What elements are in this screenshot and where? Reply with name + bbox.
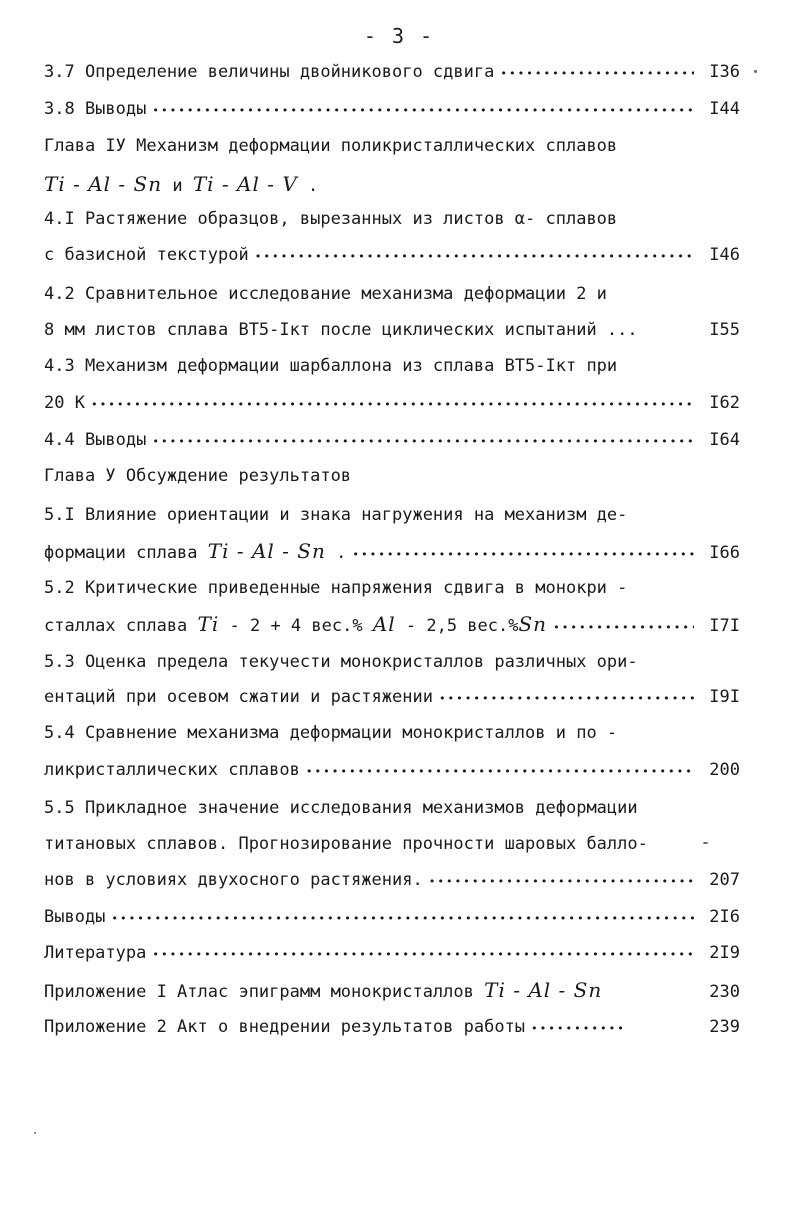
toc-entry-5-1 — [44, 502, 740, 528]
toc-entry-appendix-2 — [44, 1014, 740, 1040]
toc-entry-text-part: сталлах сплава — [44, 616, 198, 636]
toc-entry-4-4 — [44, 427, 740, 453]
handwritten-formula: Sn — [518, 612, 548, 636]
toc-entry-text: титановых сплавов. Прогнозирование прочности шаровых балло- — [44, 834, 648, 854]
handwritten-formula: Ti - Al - Sn — [484, 978, 603, 1002]
toc-entry-text: ентаций при осевом сжатии и растяжении — [44, 687, 433, 707]
toc-entry-page: I55 — [709, 320, 740, 340]
toc-entry-text: 5.4 Сравнение механизма деформации монокристаллов и по - — [44, 723, 618, 743]
handwritten-formula: Ti - Al - V — [192, 172, 298, 196]
scan-speck — [754, 70, 757, 73]
toc-entry-text: с базисной текстурой — [44, 245, 249, 265]
toc-entry-page: I36 — [709, 62, 740, 82]
conjunction: и — [162, 176, 193, 196]
toc-entry-5-3 — [44, 649, 740, 675]
toc-entry-page: 207 — [709, 870, 740, 890]
leader-dots — [255, 242, 694, 268]
toc-entry-text: нов в условиях двухосного растяжения. — [44, 870, 423, 890]
page-number: - 3 - — [363, 24, 435, 48]
toc-entry-page: I64 — [709, 430, 740, 450]
toc-entry-page: I44 — [709, 99, 740, 119]
toc-entry-text: 4.3 Механизм деформации шарбаллона из сплава ВТ5-Iкт при — [44, 356, 618, 376]
toc-entry-text: 5.3 Оценка предела текучести монокристаллов различных ори- — [44, 652, 638, 672]
toc-entry-text: 8 мм листов сплава ВТ5-Iкт после циклических испытаний ... — [44, 320, 638, 340]
leader-dots — [439, 684, 694, 710]
toc-entry-text: Глава У Обсуждение результатов — [44, 466, 352, 486]
toc-entry-5-2-cont — [44, 608, 740, 640]
toc-entry-4-2-cont — [44, 317, 740, 343]
scan-speck — [703, 842, 708, 844]
leader-dots — [352, 537, 694, 567]
toc-entry-text: 5.2 Критические приведенные напряжения сдвига в монокри - — [44, 578, 628, 598]
toc-entry-page: 239 — [709, 1017, 740, 1037]
toc-entry-page: I9I — [709, 687, 740, 707]
toc-entry-4-1-cont — [44, 242, 740, 268]
handwritten-formula: Ti - Al - Sn — [44, 172, 163, 196]
leader-dots — [531, 1014, 627, 1040]
punctuation: . — [297, 176, 319, 196]
toc-entry-page: I7I — [709, 616, 740, 636]
toc-entry-text: 4.I Растяжение образцов, вырезанных из листов α- сплавов — [44, 209, 618, 229]
toc-entry-5-4 — [44, 720, 740, 746]
toc-entry-text-part: формации сплава — [44, 543, 208, 563]
leader-dots — [91, 390, 694, 416]
chapter-5-heading — [44, 463, 740, 489]
toc-entry-text — [44, 608, 547, 640]
toc-entry-text: 3.8 Выводы — [44, 99, 147, 119]
toc-entry-text: Приложение 2 Акт о внедрении результатов работы — [44, 1017, 526, 1037]
punctuation: . — [325, 543, 347, 563]
toc-entry-page: 2I6 — [709, 907, 740, 927]
toc-entry-text-part: Приложение I Атлас эпиграмм монокристаллов — [44, 982, 485, 1002]
toc-entry-page: 230 — [709, 982, 740, 1002]
leader-dots — [306, 757, 694, 783]
toc-entry-text: ликристаллических сплавов — [44, 760, 300, 780]
toc-entry-page: I66 — [709, 543, 740, 563]
toc-entry-text-part: - 2,5 вес.% — [395, 616, 519, 636]
handwritten-formula: Ti — [197, 612, 220, 636]
leader-dots — [152, 96, 694, 122]
toc-entry-5-3-cont — [44, 684, 740, 710]
toc-entry-text: 3.7 Определение величины двойникового сдвига — [44, 62, 495, 82]
toc-entry-5-4-cont — [44, 757, 740, 783]
leader-dots — [553, 610, 694, 640]
chapter-4-heading — [44, 133, 740, 159]
toc-entry-page: I46 — [709, 245, 740, 265]
leader-dots — [111, 904, 694, 930]
toc-entry-appendix-1 — [44, 974, 740, 1006]
toc-entry-5-5 — [44, 795, 740, 821]
toc-entry-5-2 — [44, 575, 740, 601]
leader-dots — [152, 427, 694, 453]
toc-entry-text: 20 К — [44, 393, 85, 413]
toc-entry-text — [44, 535, 346, 567]
leader-dots — [429, 867, 694, 893]
handwritten-formula: Al — [372, 612, 396, 636]
toc-entry-text: 5.5 Прикладное значение исследования механизмов деформации — [44, 798, 638, 818]
leader-dots — [500, 59, 694, 85]
toc-entry-page: I62 — [709, 393, 740, 413]
toc-entry-literature — [44, 940, 740, 966]
chapter-4-alloys — [44, 168, 740, 200]
handwritten-formula: Ti - Al - Sn — [207, 539, 326, 563]
toc-entry-5-1-cont — [44, 535, 740, 567]
toc-entry-4-1 — [44, 206, 740, 232]
toc-entry-text-part: - 2 + 4 вес.% — [219, 616, 373, 636]
toc-entry-3-7 — [44, 59, 740, 85]
toc-entry-text: Выводы — [44, 907, 106, 927]
toc-entry-text: 4.2 Сравнительное исследование механизма деформации 2 и — [44, 284, 607, 304]
toc-entry-4-2 — [44, 281, 740, 307]
toc-entry-5-5-line2 — [44, 831, 740, 857]
toc-entry-text: Литература — [44, 943, 147, 963]
toc-entry-text: Глава IУ Механизм деформации поликристаллических сплавов — [44, 136, 618, 156]
toc-entry-text: 5.I Влияние ориентации и знака нагружения на механизм де- — [44, 505, 628, 525]
toc-entry-3-8 — [44, 96, 740, 122]
toc-entry-page: 200 — [709, 760, 740, 780]
leader-dots — [152, 940, 694, 966]
toc-entry-page: 2I9 — [709, 943, 740, 963]
toc-entry-text: 4.4 Выводы — [44, 430, 147, 450]
toc-entry-text — [44, 974, 602, 1006]
toc-entry-4-3 — [44, 353, 740, 379]
toc-entry-4-3-cont — [44, 390, 740, 416]
toc-entry-5-5-line3 — [44, 867, 740, 893]
toc-entry-conclusions — [44, 904, 740, 930]
scan-speck — [34, 1132, 36, 1134]
